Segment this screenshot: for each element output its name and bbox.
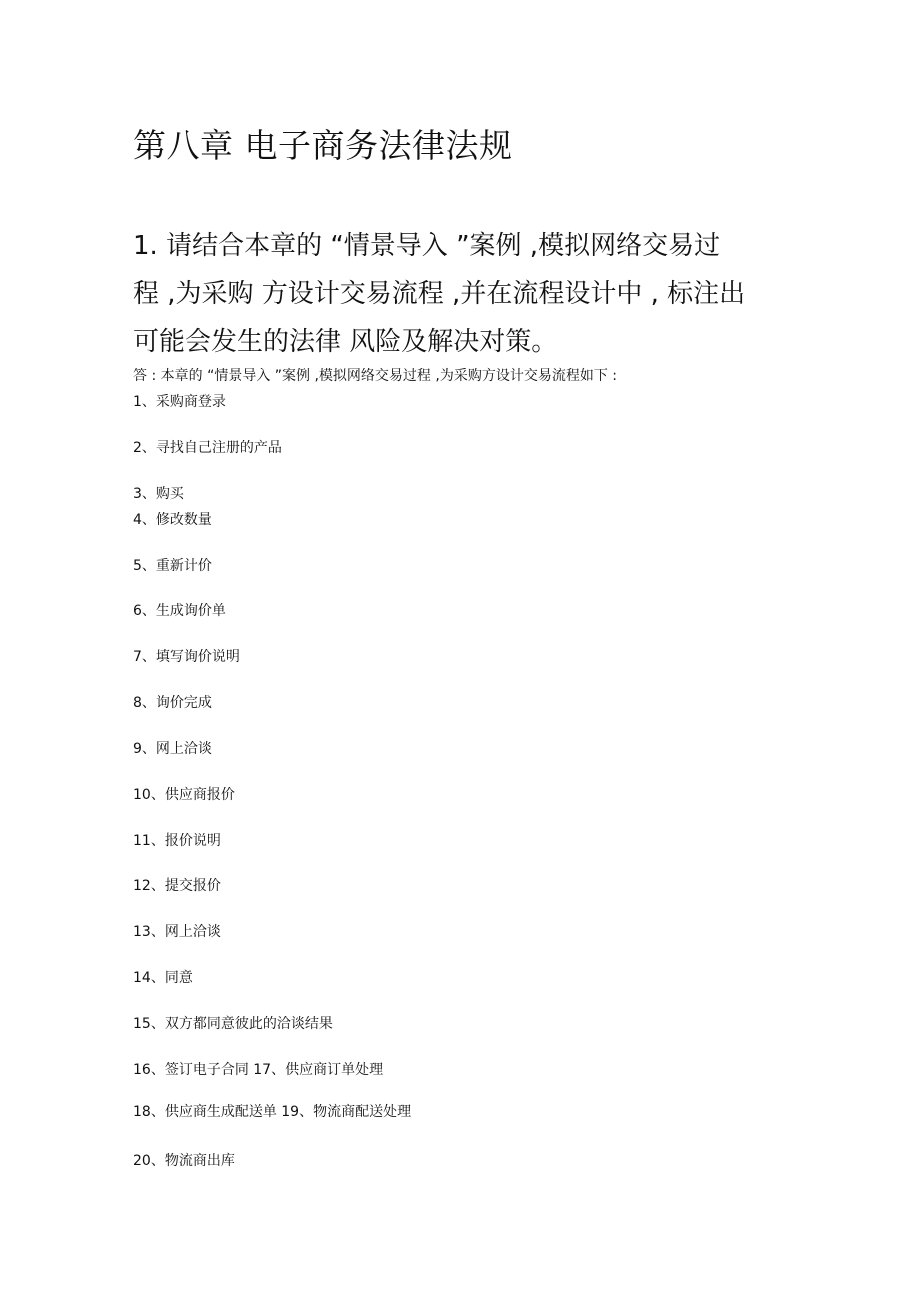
process-step: 3、购买 bbox=[133, 486, 184, 502]
process-step: 11、报价说明 bbox=[133, 833, 221, 849]
chapter-title: 第八章 电子商务法律法规 bbox=[133, 126, 513, 165]
process-step: 7、填写询价说明 bbox=[133, 649, 240, 665]
process-step: 15、双方都同意彼此的洽谈结果 bbox=[133, 1016, 333, 1032]
process-step: 8、询价完成 bbox=[133, 695, 212, 711]
question-text bbox=[133, 222, 793, 366]
process-step: 12、提交报价 bbox=[133, 878, 221, 894]
process-step: 6、生成询价单 bbox=[133, 603, 226, 619]
process-step: 4、修改数量 bbox=[133, 512, 212, 528]
process-step: 1、采购商登录 bbox=[133, 394, 226, 410]
process-step: 14、同意 bbox=[133, 970, 193, 986]
process-step: 9、网上洽谈 bbox=[133, 741, 212, 757]
process-step: 18、供应商生成配送单 19、物流商配送处理 bbox=[133, 1104, 412, 1120]
process-step: 10、供应商报价 bbox=[133, 787, 235, 803]
question-line: 可能会发生的法律 风险及解决对策。 bbox=[133, 327, 558, 357]
process-step: 20、物流商出库 bbox=[133, 1153, 235, 1169]
process-step: 16、签订电子合同 17、供应商订单处理 bbox=[133, 1062, 384, 1078]
question-line: 1. 请结合本章的 “情景导入 ”案例 ,模拟网络交易过 bbox=[133, 231, 721, 261]
process-step: 2、寻找自己注册的产品 bbox=[133, 440, 282, 456]
answer-intro: 答 : 本章的 “情景导入 ”案例 ,模拟网络交易过程 ,为采购方设计交易流程如下 : bbox=[133, 368, 617, 384]
process-step: 5、重新计价 bbox=[133, 558, 212, 574]
question-line: 程 ,为采购 方设计交易流程 ,并在流程设计中 , 标注出 bbox=[133, 279, 746, 309]
process-step: 13、网上洽谈 bbox=[133, 924, 221, 940]
